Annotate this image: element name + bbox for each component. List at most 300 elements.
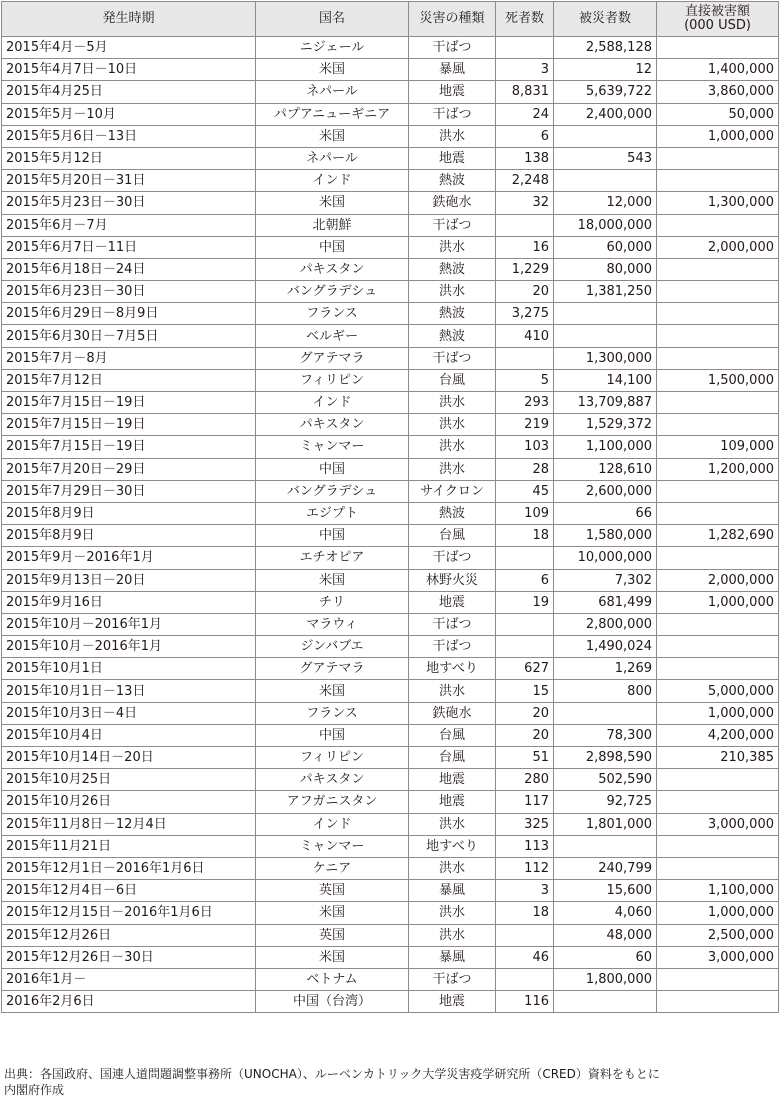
cell-deaths: 8,831	[496, 81, 554, 103]
cell-affected: 1,529,372	[554, 414, 657, 436]
cell-period: 2016年2月6日	[2, 991, 256, 1013]
cell-period: 2015年6月29日－8月9日	[2, 303, 256, 325]
cell-damage: 5,000,000	[657, 680, 779, 702]
cell-disaster-type: 熱波	[409, 303, 496, 325]
cell-country: ニジェール	[256, 37, 409, 59]
cell-disaster-type: 地震	[409, 147, 496, 169]
cell-damage: 1,000,000	[657, 125, 779, 147]
table-row	[2, 747, 779, 769]
cell-damage: 2,000,000	[657, 569, 779, 591]
cell-damage	[657, 258, 779, 280]
cell-damage	[657, 414, 779, 436]
cell-country: パプアニューギニア	[256, 103, 409, 125]
cell-deaths: 325	[496, 813, 554, 835]
cell-damage: 1,000,000	[657, 702, 779, 724]
table-row	[2, 835, 779, 857]
cell-affected: 80,000	[554, 258, 657, 280]
cell-period: 2015年7月29日－30日	[2, 480, 256, 502]
cell-damage	[657, 613, 779, 635]
cell-deaths: 109	[496, 502, 554, 524]
cell-disaster-type: 鉄砲水	[409, 192, 496, 214]
table-row	[2, 547, 779, 569]
cell-country: エチオピア	[256, 547, 409, 569]
table-row	[2, 724, 779, 746]
cell-affected	[554, 991, 657, 1013]
cell-damage	[657, 480, 779, 502]
cell-deaths: 280	[496, 769, 554, 791]
table-row	[2, 924, 779, 946]
cell-deaths: 20	[496, 702, 554, 724]
cell-affected: 2,400,000	[554, 103, 657, 125]
cell-affected	[554, 325, 657, 347]
cell-damage: 3,860,000	[657, 81, 779, 103]
table-row	[2, 369, 779, 391]
cell-damage	[657, 636, 779, 658]
cell-period: 2015年10月－2016年1月	[2, 636, 256, 658]
cell-damage	[657, 303, 779, 325]
cell-disaster-type: 地震	[409, 81, 496, 103]
cell-country: 英国	[256, 924, 409, 946]
cell-country: 米国	[256, 902, 409, 924]
cell-disaster-type: 台風	[409, 747, 496, 769]
cell-damage: 50,000	[657, 103, 779, 125]
cell-country: 米国	[256, 192, 409, 214]
cell-affected: 2,898,590	[554, 747, 657, 769]
cell-deaths: 32	[496, 192, 554, 214]
cell-deaths: 2,248	[496, 170, 554, 192]
table-row	[2, 170, 779, 192]
cell-damage	[657, 347, 779, 369]
cell-period: 2015年8月9日	[2, 502, 256, 524]
cell-affected: 2,800,000	[554, 613, 657, 635]
cell-period: 2015年7月15日－19日	[2, 436, 256, 458]
cell-damage: 1,000,000	[657, 591, 779, 613]
cell-period: 2015年11月8日－12月4日	[2, 813, 256, 835]
cell-country: 米国	[256, 569, 409, 591]
cell-affected: 543	[554, 147, 657, 169]
cell-period: 2015年6月－7月	[2, 214, 256, 236]
cell-deaths: 19	[496, 591, 554, 613]
cell-affected: 1,100,000	[554, 436, 657, 458]
table-row	[2, 857, 779, 879]
cell-deaths: 46	[496, 946, 554, 968]
table-row	[2, 680, 779, 702]
cell-affected: 2,588,128	[554, 37, 657, 59]
cell-deaths: 3,275	[496, 303, 554, 325]
table-row	[2, 458, 779, 480]
cell-deaths: 116	[496, 991, 554, 1013]
cell-disaster-type: 洪水	[409, 857, 496, 879]
cell-affected: 1,300,000	[554, 347, 657, 369]
cell-country: フランス	[256, 702, 409, 724]
cell-deaths: 3	[496, 880, 554, 902]
cell-disaster-type: 干ばつ	[409, 613, 496, 635]
cell-deaths: 5	[496, 369, 554, 391]
cell-period: 2015年10月1日	[2, 658, 256, 680]
header-period: 発生時期	[2, 2, 256, 37]
cell-period: 2015年5月－10月	[2, 103, 256, 125]
cell-damage	[657, 769, 779, 791]
cell-affected: 12	[554, 59, 657, 81]
cell-deaths: 117	[496, 791, 554, 813]
cell-period: 2015年12月15日－2016年1月6日	[2, 902, 256, 924]
cell-deaths: 6	[496, 125, 554, 147]
cell-deaths: 20	[496, 724, 554, 746]
cell-period: 2015年10月－2016年1月	[2, 613, 256, 635]
cell-affected: 1,381,250	[554, 281, 657, 303]
cell-country: ネパール	[256, 147, 409, 169]
cell-country: パキスタン	[256, 258, 409, 280]
cell-affected: 60,000	[554, 236, 657, 258]
cell-disaster-type: 地震	[409, 591, 496, 613]
cell-deaths: 1,229	[496, 258, 554, 280]
cell-damage	[657, 547, 779, 569]
cell-period: 2015年4月－5月	[2, 37, 256, 59]
cell-deaths	[496, 547, 554, 569]
cell-deaths	[496, 214, 554, 236]
cell-disaster-type: 洪水	[409, 125, 496, 147]
cell-damage	[657, 857, 779, 879]
cell-disaster-type: 熱波	[409, 502, 496, 524]
cell-damage: 1,500,000	[657, 369, 779, 391]
cell-damage: 1,300,000	[657, 192, 779, 214]
cell-disaster-type: 鉄砲水	[409, 702, 496, 724]
cell-damage: 210,385	[657, 747, 779, 769]
cell-country: ジンバブエ	[256, 636, 409, 658]
table-row	[2, 702, 779, 724]
header-disaster-type: 災害の種類	[409, 2, 496, 37]
cell-period: 2015年7月15日－19日	[2, 414, 256, 436]
cell-affected: 1,269	[554, 658, 657, 680]
cell-affected: 78,300	[554, 724, 657, 746]
disaster-table	[1, 1, 779, 1013]
cell-disaster-type: 暴風	[409, 880, 496, 902]
table-row	[2, 591, 779, 613]
cell-disaster-type: 台風	[409, 369, 496, 391]
cell-affected: 5,639,722	[554, 81, 657, 103]
cell-disaster-type: 林野火災	[409, 569, 496, 591]
table-body	[2, 37, 779, 1013]
cell-damage	[657, 37, 779, 59]
table-header-row	[2, 2, 779, 37]
cell-damage	[657, 325, 779, 347]
table-row	[2, 991, 779, 1013]
cell-period: 2015年6月23日－30日	[2, 281, 256, 303]
table-row	[2, 258, 779, 280]
cell-affected: 7,302	[554, 569, 657, 591]
cell-period: 2015年7月15日－19日	[2, 392, 256, 414]
cell-disaster-type: 干ばつ	[409, 37, 496, 59]
cell-period: 2015年10月14日－20日	[2, 747, 256, 769]
cell-country: 中国	[256, 458, 409, 480]
cell-damage	[657, 281, 779, 303]
cell-deaths	[496, 968, 554, 990]
cell-period: 2015年4月25日	[2, 81, 256, 103]
cell-disaster-type: 地震	[409, 769, 496, 791]
cell-damage: 1,282,690	[657, 525, 779, 547]
table-row	[2, 103, 779, 125]
cell-country: バングラデシュ	[256, 281, 409, 303]
table-row	[2, 281, 779, 303]
cell-affected	[554, 170, 657, 192]
cell-affected: 1,801,000	[554, 813, 657, 835]
cell-damage	[657, 835, 779, 857]
cell-country: 米国	[256, 59, 409, 81]
cell-disaster-type: 熱波	[409, 325, 496, 347]
cell-disaster-type: 洪水	[409, 436, 496, 458]
cell-country: ベトナム	[256, 968, 409, 990]
cell-affected: 14,100	[554, 369, 657, 391]
cell-deaths: 6	[496, 569, 554, 591]
cell-country: 米国	[256, 680, 409, 702]
cell-country: 中国（台湾）	[256, 991, 409, 1013]
cell-affected: 10,000,000	[554, 547, 657, 569]
cell-damage: 1,400,000	[657, 59, 779, 81]
table-row	[2, 236, 779, 258]
cell-disaster-type: 洪水	[409, 392, 496, 414]
cell-deaths: 24	[496, 103, 554, 125]
cell-country: 中国	[256, 724, 409, 746]
cell-period: 2015年6月18日－24日	[2, 258, 256, 280]
cell-deaths: 627	[496, 658, 554, 680]
cell-country: 米国	[256, 125, 409, 147]
cell-deaths: 18	[496, 525, 554, 547]
cell-damage: 2,000,000	[657, 236, 779, 258]
cell-country: パキスタン	[256, 769, 409, 791]
cell-affected	[554, 303, 657, 325]
cell-disaster-type: 洪水	[409, 813, 496, 835]
cell-country: チリ	[256, 591, 409, 613]
cell-affected: 502,590	[554, 769, 657, 791]
cell-affected: 15,600	[554, 880, 657, 902]
cell-deaths	[496, 924, 554, 946]
cell-country: アフガニスタン	[256, 791, 409, 813]
cell-disaster-type: 洪水	[409, 458, 496, 480]
cell-deaths: 51	[496, 747, 554, 769]
cell-country: 中国	[256, 236, 409, 258]
table-row	[2, 347, 779, 369]
cell-country: ミャンマー	[256, 436, 409, 458]
cell-deaths: 112	[496, 857, 554, 879]
cell-deaths: 16	[496, 236, 554, 258]
header-affected: 被災者数	[554, 2, 657, 37]
cell-deaths: 20	[496, 281, 554, 303]
cell-damage: 1,100,000	[657, 880, 779, 902]
cell-deaths: 3	[496, 59, 554, 81]
table-row	[2, 303, 779, 325]
table-row	[2, 37, 779, 59]
cell-damage: 3,000,000	[657, 946, 779, 968]
cell-country: グアテマラ	[256, 658, 409, 680]
cell-period: 2015年10月3日－4日	[2, 702, 256, 724]
cell-disaster-type: 洪水	[409, 414, 496, 436]
cell-affected: 1,490,024	[554, 636, 657, 658]
cell-affected: 60	[554, 946, 657, 968]
cell-period: 2015年4月7日－10日	[2, 59, 256, 81]
cell-affected: 681,499	[554, 591, 657, 613]
cell-deaths	[496, 613, 554, 635]
table-row	[2, 658, 779, 680]
cell-disaster-type: 干ばつ	[409, 547, 496, 569]
cell-period: 2015年7月12日	[2, 369, 256, 391]
cell-affected: 240,799	[554, 857, 657, 879]
header-country: 国名	[256, 2, 409, 37]
cell-disaster-type: 洪水	[409, 924, 496, 946]
cell-affected: 13,709,887	[554, 392, 657, 414]
cell-affected	[554, 835, 657, 857]
cell-disaster-type: 台風	[409, 724, 496, 746]
table-row	[2, 946, 779, 968]
table-row	[2, 392, 779, 414]
table-row	[2, 880, 779, 902]
cell-damage	[657, 170, 779, 192]
table-row	[2, 902, 779, 924]
table-row	[2, 147, 779, 169]
cell-deaths: 18	[496, 902, 554, 924]
cell-affected: 18,000,000	[554, 214, 657, 236]
cell-period: 2015年9月－2016年1月	[2, 547, 256, 569]
cell-damage	[657, 147, 779, 169]
cell-country: ベルギー	[256, 325, 409, 347]
table-row	[2, 502, 779, 524]
table-row	[2, 59, 779, 81]
cell-country: ケニア	[256, 857, 409, 879]
table-row	[2, 125, 779, 147]
header-damage-line1: 直接被害額	[684, 4, 750, 19]
cell-country: ミャンマー	[256, 835, 409, 857]
cell-disaster-type: 熱波	[409, 170, 496, 192]
cell-period: 2015年12月26日－30日	[2, 946, 256, 968]
table-row	[2, 636, 779, 658]
cell-deaths	[496, 636, 554, 658]
cell-country: フィリピン	[256, 369, 409, 391]
table-row	[2, 525, 779, 547]
cell-period: 2015年10月26日	[2, 791, 256, 813]
cell-country: パキスタン	[256, 414, 409, 436]
cell-damage	[657, 968, 779, 990]
header-deaths: 死者数	[496, 2, 554, 37]
cell-period: 2015年5月12日	[2, 147, 256, 169]
cell-disaster-type: 地震	[409, 991, 496, 1013]
cell-damage: 109,000	[657, 436, 779, 458]
cell-deaths	[496, 37, 554, 59]
cell-disaster-type: 台風	[409, 525, 496, 547]
cell-disaster-type: 干ばつ	[409, 347, 496, 369]
table-row	[2, 414, 779, 436]
table-row	[2, 436, 779, 458]
table-row	[2, 192, 779, 214]
cell-period: 2015年5月23日－30日	[2, 192, 256, 214]
cell-affected	[554, 702, 657, 724]
cell-period: 2015年9月13日－20日	[2, 569, 256, 591]
cell-period: 2015年6月30日－7月5日	[2, 325, 256, 347]
cell-period: 2015年5月6日－13日	[2, 125, 256, 147]
cell-country: バングラデシュ	[256, 480, 409, 502]
cell-period: 2015年12月4日－6日	[2, 880, 256, 902]
cell-damage: 1,000,000	[657, 902, 779, 924]
cell-damage: 4,200,000	[657, 724, 779, 746]
cell-affected: 128,610	[554, 458, 657, 480]
table-row	[2, 968, 779, 990]
table-row	[2, 81, 779, 103]
cell-country: 北朝鮮	[256, 214, 409, 236]
cell-period: 2015年10月25日	[2, 769, 256, 791]
cell-country: インド	[256, 813, 409, 835]
cell-affected: 12,000	[554, 192, 657, 214]
cell-affected: 48,000	[554, 924, 657, 946]
cell-period: 2016年1月－	[2, 968, 256, 990]
cell-disaster-type: 洪水	[409, 281, 496, 303]
cell-damage: 3,000,000	[657, 813, 779, 835]
cell-period: 2015年12月1日－2016年1月6日	[2, 857, 256, 879]
cell-affected: 1,580,000	[554, 525, 657, 547]
cell-country: 英国	[256, 880, 409, 902]
table-row	[2, 480, 779, 502]
cell-damage	[657, 392, 779, 414]
cell-disaster-type: 干ばつ	[409, 214, 496, 236]
cell-period: 2015年6月7日－11日	[2, 236, 256, 258]
cell-affected: 1,800,000	[554, 968, 657, 990]
cell-deaths: 103	[496, 436, 554, 458]
cell-disaster-type: 熱波	[409, 258, 496, 280]
cell-disaster-type: サイクロン	[409, 480, 496, 502]
header-damage-line2: (000 USD)	[684, 18, 751, 33]
cell-deaths: 28	[496, 458, 554, 480]
cell-disaster-type: 地すべり	[409, 835, 496, 857]
cell-disaster-type: 地すべり	[409, 658, 496, 680]
table-row	[2, 769, 779, 791]
cell-disaster-type: 暴風	[409, 946, 496, 968]
cell-period: 2015年7月20日－29日	[2, 458, 256, 480]
cell-disaster-type: 干ばつ	[409, 968, 496, 990]
cell-country: フランス	[256, 303, 409, 325]
cell-period: 2015年5月20日－31日	[2, 170, 256, 192]
cell-damage	[657, 658, 779, 680]
cell-period: 2015年11月21日	[2, 835, 256, 857]
cell-affected: 92,725	[554, 791, 657, 813]
source-note-line2: 内閣府作成	[4, 1083, 65, 1097]
source-note	[4, 1066, 774, 1098]
cell-country: インド	[256, 392, 409, 414]
cell-period: 2015年8月9日	[2, 525, 256, 547]
cell-period: 2015年9月16日	[2, 591, 256, 613]
cell-country: グアテマラ	[256, 347, 409, 369]
cell-country: 中国	[256, 525, 409, 547]
cell-deaths: 15	[496, 680, 554, 702]
cell-country: インド	[256, 170, 409, 192]
cell-affected: 66	[554, 502, 657, 524]
table-row	[2, 569, 779, 591]
cell-deaths	[496, 347, 554, 369]
cell-country: エジプト	[256, 502, 409, 524]
cell-damage: 1,200,000	[657, 458, 779, 480]
cell-deaths: 138	[496, 147, 554, 169]
source-note-line1: 出典：各国政府、国連人道問題調整事務所（UNOCHA）、ルーベンカトリック大学災害疫学研究所（CRED）資料をもとに	[4, 1067, 660, 1081]
table-row	[2, 813, 779, 835]
table-row	[2, 613, 779, 635]
cell-deaths: 219	[496, 414, 554, 436]
cell-disaster-type: 地震	[409, 791, 496, 813]
cell-period: 2015年10月4日	[2, 724, 256, 746]
cell-damage	[657, 791, 779, 813]
cell-country: フィリピン	[256, 747, 409, 769]
cell-country: マラウィ	[256, 613, 409, 635]
cell-country: 米国	[256, 946, 409, 968]
cell-disaster-type: 洪水	[409, 236, 496, 258]
cell-disaster-type: 暴風	[409, 59, 496, 81]
cell-affected: 4,060	[554, 902, 657, 924]
cell-affected: 2,600,000	[554, 480, 657, 502]
